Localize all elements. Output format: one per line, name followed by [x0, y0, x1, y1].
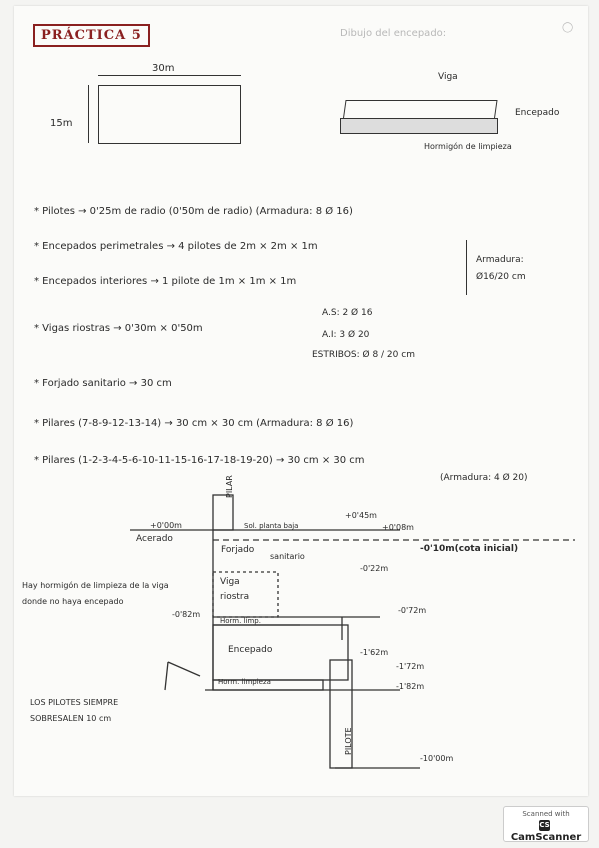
encepados-interiores-line: * Encepados interiores → 1 pilote de 1m × 1m × 1m: [34, 276, 297, 287]
hormigon-label: Hormigón de limpieza: [424, 142, 512, 151]
viga-label: Viga: [220, 577, 240, 587]
scanned-with-label: Scanned with: [522, 810, 570, 818]
cota-072: -0'72m: [398, 606, 427, 615]
plan-width-label: 30m: [152, 63, 175, 74]
hormigon-note: Hay hormigón de limpieza de la viga donde no haya encepado: [22, 581, 169, 606]
pilares2-line: * Pilares (1-2-3-4-5-6-10-11-15-16-17-18-19-20) → 30 cm × 30 cm: [34, 455, 365, 466]
cota-008: +0'08m: [382, 523, 414, 532]
pilotes-line: * Pilotes → 0'25m de radio (0'50m de radio) (Armadura: 8 Ø 16): [34, 206, 353, 217]
horm-limp-label: Horm. limp.: [220, 617, 261, 625]
plan-height-label: 15m: [50, 118, 73, 129]
header-right: Dibujo del encepado:: [340, 28, 447, 39]
cota-162: -1'62m: [360, 648, 389, 657]
acerado-label: Acerado: [136, 534, 173, 544]
camscanner-icon: CS: [539, 821, 550, 829]
estribos-label: ESTRIBOS: Ø 8 / 20 cm: [312, 350, 415, 360]
armadura-value: Ø16/20 cm: [476, 272, 526, 282]
sanitario-label: sanitario: [270, 552, 305, 561]
encepados-perimetrales-line: * Encepados perimetrales → 4 pilotes de 2m × 2m × 1m: [34, 241, 318, 252]
pilar-label: PILAR: [225, 475, 234, 498]
page-title: PRÁCTICA 5: [33, 24, 150, 47]
as-label: A.S: 2 Ø 16: [322, 308, 373, 318]
pilotes-note-1: LOS PILOTES SIEMPRE: [30, 698, 119, 707]
cota-010: -0'10m(cota inicial): [420, 544, 519, 554]
cota-182: -1'82m: [396, 682, 425, 691]
riostra-label: riostra: [220, 592, 250, 602]
pilar-rect: [213, 495, 233, 530]
viga-label: Viga: [438, 72, 458, 82]
camscanner-brand: CamScanner: [510, 831, 582, 843]
encepado-label-section: Encepado: [228, 645, 273, 655]
cota-000: +0'00m: [150, 521, 182, 530]
ai-label: A.I: 3 Ø 20: [322, 330, 370, 340]
pilote-label: PILOTE: [344, 727, 353, 755]
cota-1000: -10'00m: [420, 754, 454, 763]
pilares1-line: * Pilares (7-8-9-12-13-14) → 30 cm × 30 cm (Armadura: 8 Ø 16): [34, 418, 354, 429]
vigas-line: * Vigas riostras → 0'30m × 0'50m: [34, 323, 203, 334]
horm-limp2-label: Horm. limpieza: [218, 678, 271, 686]
camscanner-badge: [503, 806, 589, 842]
pilotes-note-2: SOBRESALEN 10 cm: [30, 714, 112, 723]
encepado-label: Encepado: [515, 108, 560, 118]
solera-label: Sol. planta baja: [244, 522, 299, 530]
forjado-line: * Forjado sanitario → 30 cm: [34, 378, 172, 389]
cota-172: -1'72m: [396, 662, 425, 671]
forjado-label: Forjado: [221, 545, 255, 555]
page-number-circle: ◯: [562, 22, 574, 33]
pilares2-armadura: (Armadura: 4 Ø 20): [440, 473, 528, 483]
cota-022: -0'22m: [360, 564, 389, 573]
cota-082a: -0'82m: [172, 610, 201, 619]
armadura-label: Armadura:: [476, 255, 524, 265]
cota-045: +0'45m: [345, 511, 377, 520]
